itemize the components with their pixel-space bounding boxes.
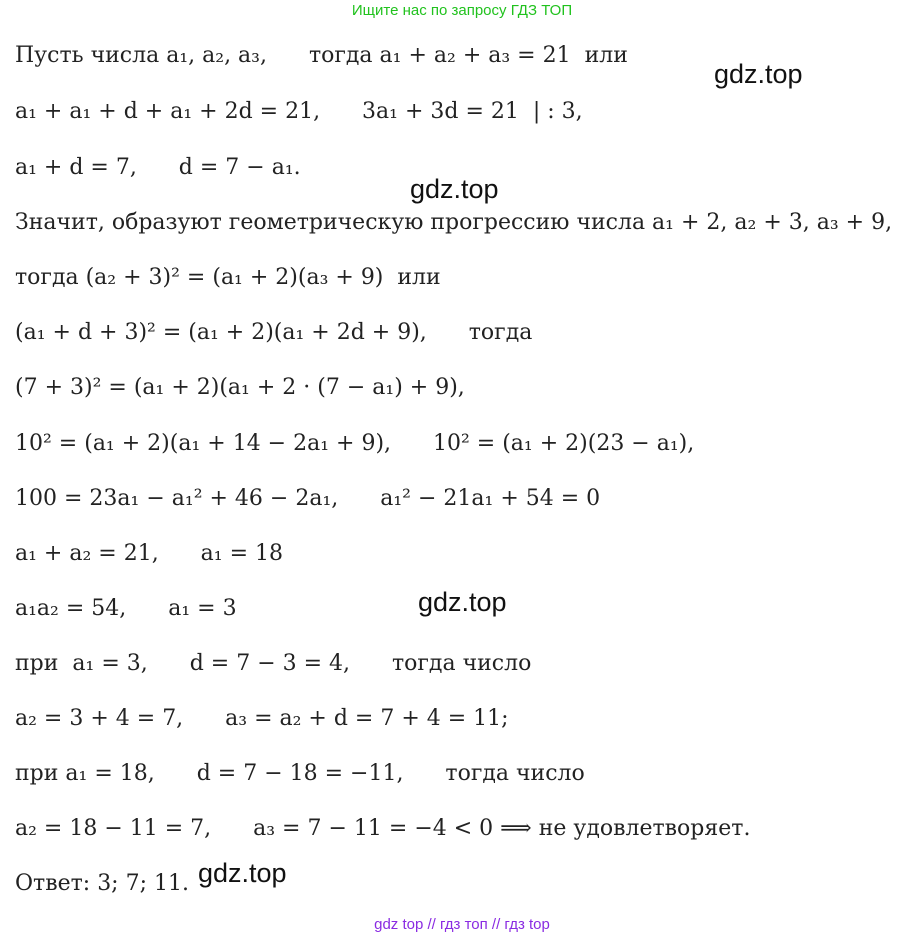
solution-line: a₁ + a₂ = 21, a₁ = 18 xyxy=(15,541,284,566)
watermark: gdz.top xyxy=(198,858,287,888)
solution-line: тогда (a₂ + 3)² = (a₁ + 2)(a₃ + 9) или xyxy=(15,265,441,290)
solution-line: a₂ = 3 + 4 = 7, a₃ = a₂ + d = 7 + 4 = 11; xyxy=(15,706,509,731)
solution-line: a₂ = 18 − 11 = 7, a₃ = 7 − 11 = −4 < 0 ⟹ не удовлетворяет. xyxy=(15,816,751,841)
solution-line: 100 = 23a₁ − a₁² + 46 − 2a₁, a₁² − 21a₁ + 54 = 0 xyxy=(15,486,601,511)
solution-line: Значит, образуют геометрическую прогрессию числа a₁ + 2, a₂ + 3, a₃ + 9, xyxy=(15,210,893,235)
solution-line: (a₁ + d + 3)² = (a₁ + 2)(a₁ + 2d + 9), тогда xyxy=(15,320,533,345)
watermark: gdz.top xyxy=(418,587,507,617)
search-banner: Ищите нас по запросу ГДЗ ТОП xyxy=(351,2,573,19)
footer-links: gdz top // гдз топ // гдз top xyxy=(374,916,550,933)
solution-line: при a₁ = 3, d = 7 − 3 = 4, тогда число xyxy=(15,651,532,676)
solution-line: 10² = (a₁ + 2)(a₁ + 14 − 2a₁ + 9), 10² = (a₁ + 2)(23 − a₁), xyxy=(15,431,695,456)
solution-line: при a₁ = 18, d = 7 − 18 = −11, тогда число xyxy=(15,761,585,786)
solution-line: a₁ + d = 7, d = 7 − a₁. xyxy=(15,155,301,180)
watermark: gdz.top xyxy=(714,59,803,89)
answer-line: Ответ: 3; 7; 11. xyxy=(15,871,189,896)
solution-line: a₁ + a₁ + d + a₁ + 2d = 21, 3a₁ + 3d = 21 | : 3, xyxy=(15,99,583,124)
solution-line: a₁a₂ = 54, a₁ = 3 xyxy=(15,596,237,621)
solution-line: (7 + 3)² = (a₁ + 2)(a₁ + 2 · (7 − a₁) + 9), xyxy=(15,375,465,400)
solution-line: Пусть числа a₁, a₂, a₃, тогда a₁ + a₂ + a₃ = 21 или xyxy=(15,43,628,68)
watermark: gdz.top xyxy=(410,174,499,204)
